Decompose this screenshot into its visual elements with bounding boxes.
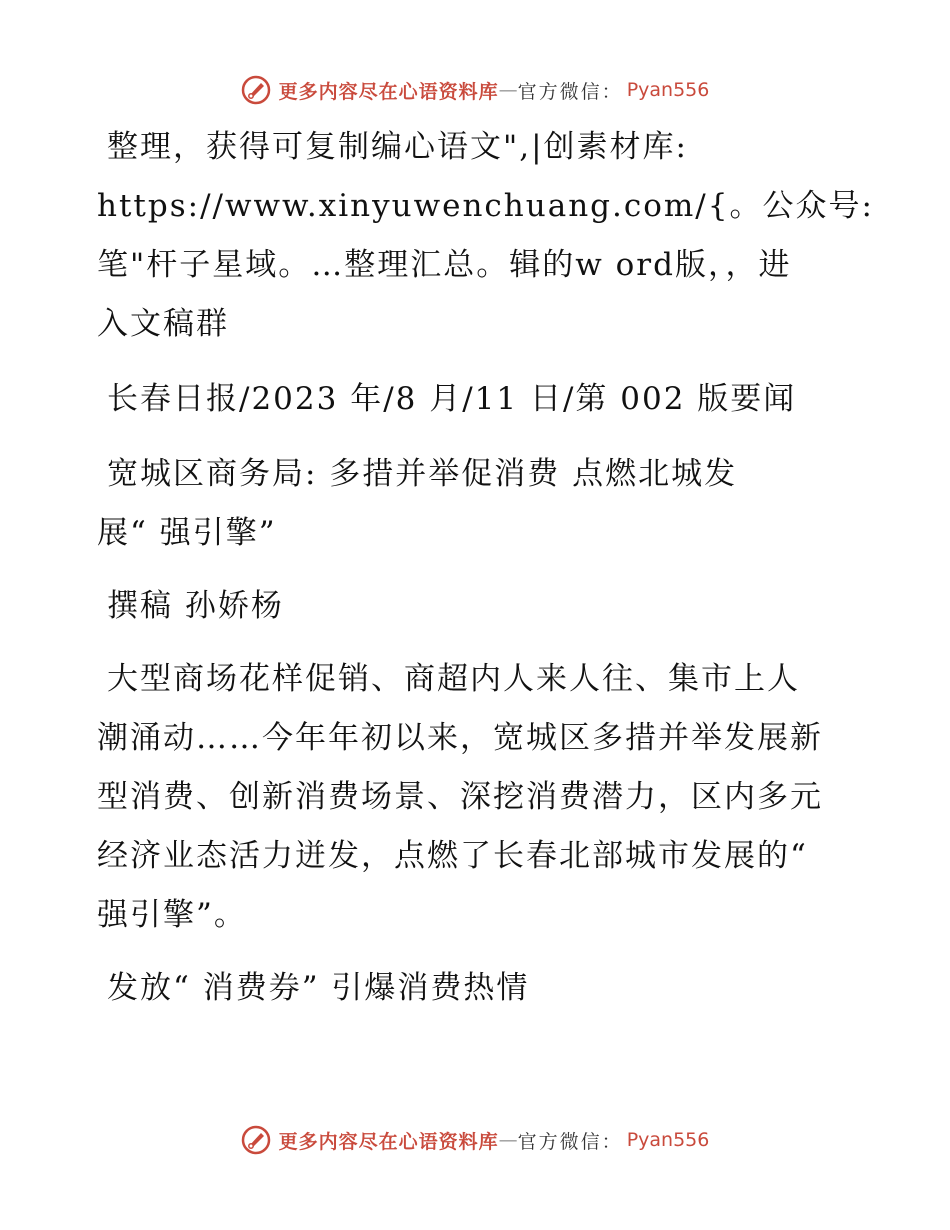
- paragraph-line: 潮涌动……今年年初以来，宽城区多措并举发展新: [97, 720, 823, 756]
- banner-wechat-label: 官方微信：: [517, 1130, 623, 1153]
- intro-line: 整理，获得可复制编心语文",|创素材库:: [107, 129, 688, 165]
- header-banner: [0, 70, 950, 110]
- banner-separator: —: [498, 1129, 518, 1151]
- footer-banner: [0, 1120, 950, 1160]
- banner-main-text: 更多内容尽在心语资料库: [278, 1130, 499, 1153]
- document-body: [97, 118, 874, 1018]
- headline-line: 宽城区商务局: 多措并举促消费 点燃北城发: [107, 456, 738, 492]
- byline: 撰稿 孙娇杨: [107, 588, 284, 624]
- intro-line: 笔"杆子星域。…整理汇总。辑的w ord版，，进: [97, 247, 792, 283]
- section-subheading: 发放“ 消费券” 引爆消费热情: [107, 970, 530, 1006]
- banner-wechat-handle: Pyan556: [626, 1129, 710, 1151]
- paragraph-line: 经济业态活力迸发，点燃了长春北部城市发展的“: [97, 838, 808, 874]
- intro-line: 入文稿群: [97, 306, 229, 342]
- banner-wechat-handle: Pyan556: [626, 79, 710, 101]
- paragraph-line: 型消费、创新消费场景、深挖消费潜力，区内多元: [97, 779, 823, 815]
- source-line: 长春日报/2023 年/8 月/11 日/第 002 版要闻: [107, 381, 797, 417]
- paragraph-line: 大型商场花样促销、商超内人来人往、集市上人: [107, 661, 800, 697]
- headline-line: 展“ 强引擎”: [97, 515, 277, 551]
- brand-logo-icon: [241, 75, 271, 105]
- banner-wechat-label: 官方微信：: [517, 80, 623, 103]
- paragraph-line: 强引擎”。: [97, 897, 247, 933]
- intro-line: https://www.xinyuwenchuang.com/{。公众号:: [97, 188, 874, 224]
- brand-logo-icon: [241, 1125, 271, 1155]
- banner-main-text: 更多内容尽在心语资料库: [278, 80, 499, 103]
- banner-separator: —: [498, 79, 518, 101]
